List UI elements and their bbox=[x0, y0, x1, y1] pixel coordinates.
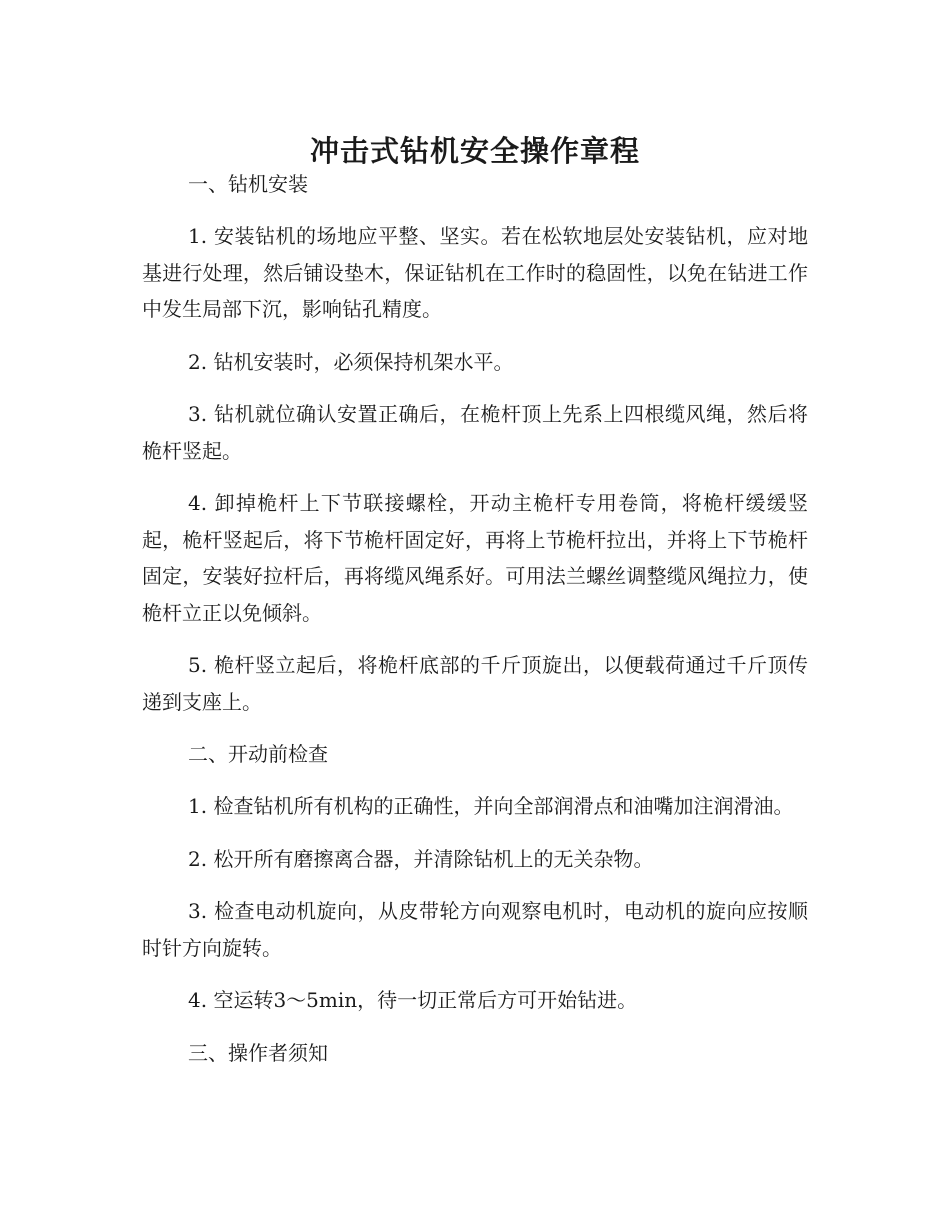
document-body bbox=[142, 166, 808, 1087]
paragraph: 1. 安装钻机的场地应平整、坚实。若在松软地层处安装钻机，应对地基进行处理，然后铺设垫木，保证钻机在工作时的稳固性，以免在钻进工作中发生局部下沉，影响钻孔精度。 bbox=[142, 224, 808, 321]
paragraph: 1. 检查钻机所有机构的正确性，并向全部润滑点和油嘴加注润滑油。 bbox=[188, 794, 794, 818]
section-heading: 三、操作者须知 bbox=[188, 1040, 328, 1065]
paragraph: 4. 空运转3～5min，待一切正常后方可开始钻进。 bbox=[188, 988, 638, 1012]
paragraph: 4. 卸掉桅杆上下节联接螺栓，开动主桅杆专用卷筒，将桅杆缓缓竖起，桅杆竖起后，将下节桅杆固定好，再将上节桅杆拉出，并将上下节桅杆固定，安装好拉杆后，再将缆风绳系好。可用法兰螺丝调整缆风绳拉力，使桅杆立正以免倾斜。 bbox=[142, 491, 808, 625]
section-heading: 一、钻机安装 bbox=[188, 172, 308, 196]
paragraph: 2. 松开所有磨擦离合器，并清除钻机上的无关杂物。 bbox=[188, 846, 654, 871]
document-title: 冲击式钻机安全操作章程 bbox=[309, 134, 640, 169]
paragraph: 5. 桅杆竖立起后，将桅杆底部的千斤顶旋出，以便载荷通过千斤顶传递到支座上。 bbox=[142, 653, 808, 714]
section-heading: 二、开动前检查 bbox=[188, 742, 328, 766]
paragraph: 3. 钻机就位确认安置正确后，在桅杆顶上先系上四根缆风绳，然后将桅杆竖起。 bbox=[142, 402, 808, 463]
paragraph: 2. 钻机安装时，必须保持机架水平。 bbox=[188, 349, 514, 374]
paragraph: 3. 检查电动机旋向，从皮带轮方向观察电机时，电动机的旋向应按顺时针方向旋转。 bbox=[142, 899, 808, 960]
